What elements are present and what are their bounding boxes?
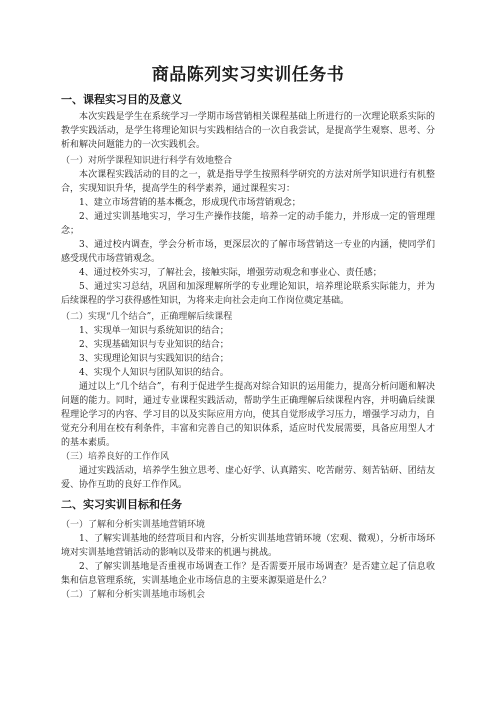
- list-item: 5、通过实习总结，巩固和加深理解所学的专业理论知识，培养理论联系实际能力，并为后续课程的学习获得感性知识，为将来走向社会走向工作岗位奠定基础。: [61, 282, 435, 306]
- document-body: [61, 92, 435, 602]
- list-item: 1、实现单一知识与系统知识的结合；: [79, 326, 229, 336]
- subsection-heading-1-1: （一）对所学课程知识进行科学有效地整合: [61, 156, 233, 166]
- list-item: 2、了解实训基地是否重视市场调查工作？是否需要开展市场调查？是否建立起了信息收集和信息管理系统，实训基地企业市场信息的主要来源渠道是什么？: [61, 562, 435, 586]
- page-title: 商品陈列实习实训任务书: [151, 65, 345, 85]
- list-item: 3、实现理论知识与实践知识的结合；: [79, 354, 229, 364]
- list-item: 2、实现基础知识与专业知识的结合；: [79, 340, 229, 350]
- section1-intro: 本次实践是学生在系统学习一学期市场营销相关课程基础上所进行的一次理论联系实际的教学实践活动，是学生将理论知识与实践相结合的一次自我尝试，是提高学生观察、思考、分析和解决问题能力的一次实践机会。: [61, 112, 435, 150]
- list-item: 3、通过校内调查，学会分析市场，更深层次的了解市场营销这一专业的内涵，使同学们感受现代市场营销观念。: [61, 240, 435, 264]
- subsection-heading-1-2: （二）实现“几个结合”，正确理解后续课程: [61, 312, 233, 322]
- list-item: 4、通过校外实习，了解社会，接触实际，增强劳动观念和事业心、责任感；: [79, 268, 382, 278]
- section-heading-1: 一、课程实习目的及意义: [61, 93, 182, 106]
- list-item: 4、实现个人知识与团队知识的结合。: [79, 368, 229, 378]
- subsection1-intro: 本次课程实践活动的目的之一，就是指导学生按照科学研究的方法对所学知识进行有机整合，实现知识升华，提高学生的科学素养，通过课程实习：: [61, 170, 435, 194]
- section-heading-2: 二、实习实训目标和任务: [61, 498, 182, 511]
- subsection-heading-1-3: （三）培养良好的工作作风: [61, 452, 170, 462]
- list-item: 1、了解实训基地的经营项目和内容，分析实训基地营销环境（宏观、微观），分析市场环境对实训基地营销活动的影响以及带来的机遇与挑战。: [61, 534, 435, 558]
- subsection3-text: 通过实践活动，培养学生独立思考、虚心好学、认真踏实、吃苦耐劳、刻苦钻研、团结友爱、协作互助的良好工作作风。: [61, 466, 435, 490]
- subsection-heading-2-1: （一）了解和分析实训基地营销环境: [61, 520, 206, 530]
- subsection-heading-2-2: （二）了解和分析实训基地市场机会: [61, 590, 206, 600]
- list-item: 1、建立市场营销的基本概念，形成现代市场营销观念；: [79, 198, 301, 208]
- list-item: 2、通过实训基地实习，学习生产操作技能，培养一定的动手能力，并形成一定的管理理念；: [61, 212, 435, 236]
- subsection2-summary: 通过以上“几个结合”，有利于促进学生提高对综合知识的运用能力，提高分析问题和解决问题的能力。同时，通过专业课程实践活动，帮助学生正确理解后续课程内容，并明确后续课程理论学习的内容、学习目的以及实际应用方向，使其自觉形成学习压力，增强学习动力，自觉充分利用在校有利条件，丰富和完善自己的知识体系，适应时代发展需要，具备应用型人才的基本素质。: [61, 382, 435, 448]
